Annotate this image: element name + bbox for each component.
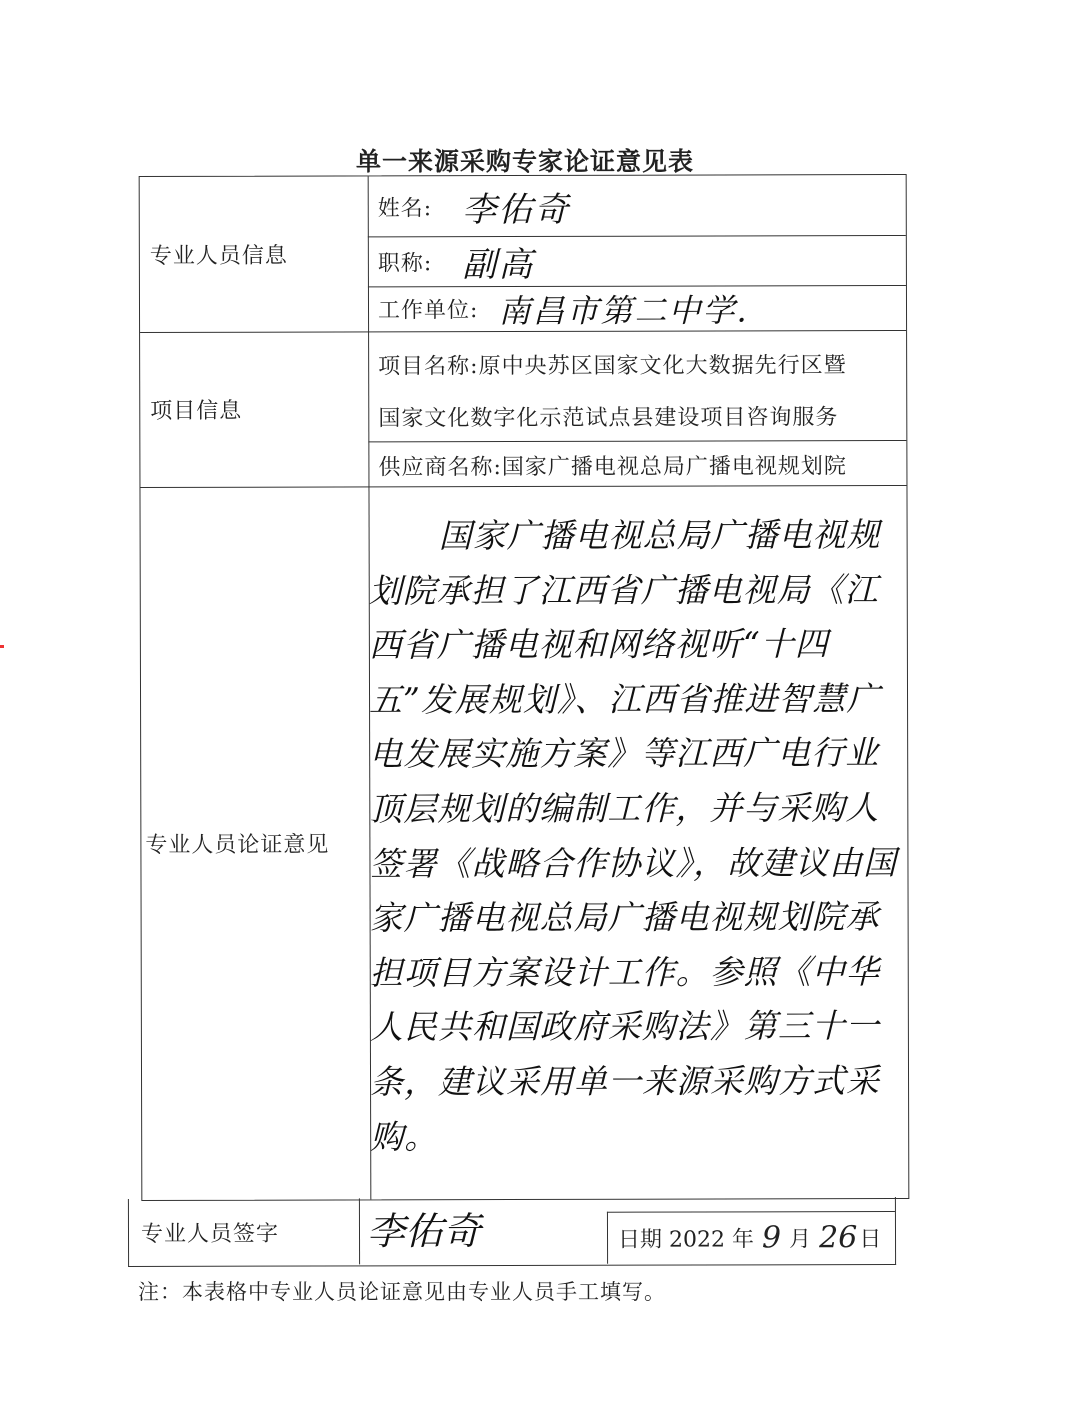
personal-info-label: 专业人员信息	[149, 243, 288, 269]
document-title: 单一来源采购专家论证意见表	[355, 147, 694, 176]
opinion-handwritten-text: 国家广播电视总局广播电视规划院承担了江西省广播电视局《江西省广播电视和网络视听“十四五”发展规划》、江西省推进智慧广电发展实施方案》等江西广电行业顶层规划的编制工作，并与采购人签署《战略合作协议》，故建议由国家广播电视总局广播电视规划院承担项目方案设计工作。参照《中华人民共和国政府采购法》第三十一条，建议采用单一来源采购方式采购。	[368, 515, 898, 1156]
date-prefix: 日期 2022 年	[617, 1227, 755, 1253]
form-table	[139, 174, 910, 1201]
employer-field	[378, 285, 749, 331]
supplier-field: 供应商名称:国家广播电视总局广播电视规划院	[378, 453, 847, 480]
signature-row	[128, 1197, 896, 1267]
employer-handwritten: 南昌市第二中学.	[498, 290, 749, 330]
signature-label: 专业人员签字	[140, 1221, 280, 1247]
date-field	[607, 1211, 895, 1264]
date-day: 26	[819, 1220, 858, 1256]
footnote: 注：本表格中专业人员论证意见由专业人员手工填写。	[138, 1280, 666, 1304]
column-divider	[359, 1198, 360, 1264]
project-name-line2: 国家文化数字化示范试点县建设项目咨询服务	[378, 404, 839, 431]
date-day-suffix: 日	[859, 1227, 882, 1253]
title-field	[378, 236, 535, 286]
employer-label: 工作单位:	[377, 298, 479, 324]
name-field	[378, 176, 571, 237]
title-label: 职称:	[377, 250, 433, 276]
row-divider	[368, 440, 906, 442]
title-handwritten: 副高	[462, 244, 535, 285]
project-name-line1: 项目名称:原中央苏区国家文化大数据先行区暨	[378, 352, 847, 379]
date-month: 9	[761, 1220, 782, 1256]
name-label: 姓名:	[377, 195, 433, 221]
scan-mark	[0, 645, 4, 648]
signature-handwritten: 李佑奇	[366, 1209, 482, 1254]
date-month-suffix: 月	[789, 1227, 812, 1253]
project-info-label: 项目信息	[150, 398, 243, 424]
opinion-label: 专业人员论证意见	[145, 832, 330, 858]
name-handwritten: 李佑奇	[462, 189, 571, 230]
